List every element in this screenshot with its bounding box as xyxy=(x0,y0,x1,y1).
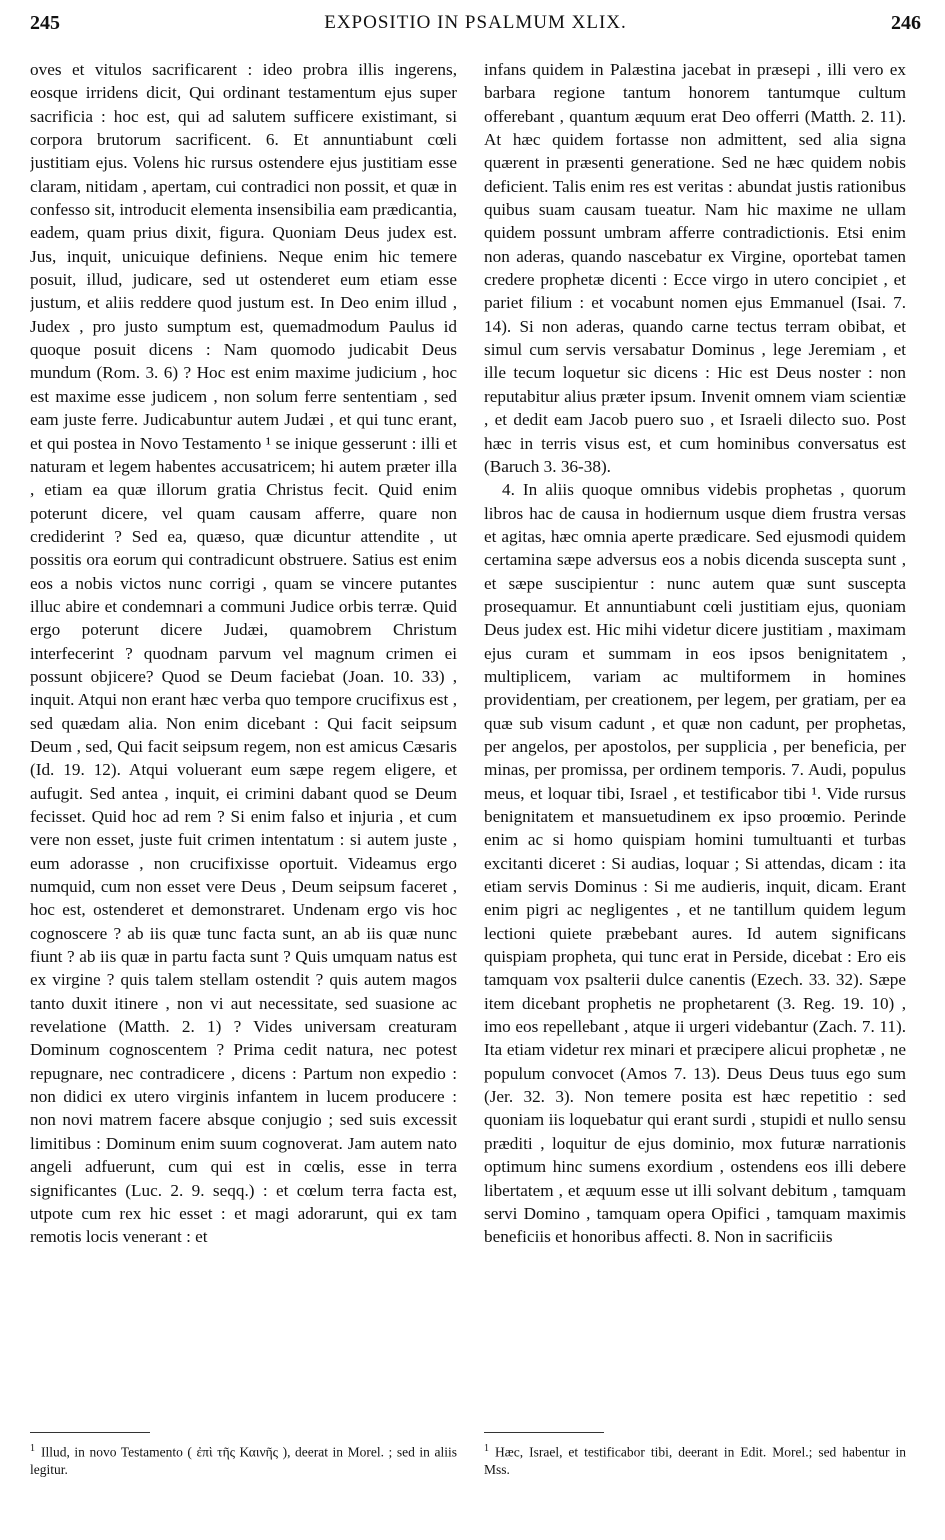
right-paragraph-2: 4. In aliis quoque omnibus videbis prophetas , quorum libros hac de causa in hodiernum usque diem frustra versas et agitas, hæc omnia aperte prædicare. Sed ejusmodi quidem certamina sæpe adversus eos a nobis dicenda suscepta sunt , et sæpe suscipientur : nunc autem quæ sunt suscepta prosequamur. Et annuntiabunt cœli justitiam ejus, quoniam Deus judex est. Hic mihi videtur dicere justitiam , maximam ejus curam et summam in eos ipsos benignitatem , multiplicem, variam ac multiformem in homines providentiam, per creationem, per legem, per gratiam, per ea quæ sub visum cadunt , et quæ non cadunt, per prophetas, per angelos, per apostolos, per supplicia , per beneficia, per minas, per promissa, per ordinem temporis. 7. Audi, populus meus, et loquar tibi, Israel , et testificabor tibi ¹. Vide rursus benignitatem et mansuetudinem ex ipso proœmio. Perinde enim ac si homo quispiam homini tumultuanti et turbas excitanti diceret : Si audias, loquar ; Si attendas, dicam : ita etiam servis Dominus : Si me audieris, inquit, dicam. Erant enim pigri ac negligentes , et ne tantillum quidem legum lectioni quiete præbebant aures. Id autem significans quispiam propheta, qui tunc erat in Perside, dicebat : Ero eis tamquam vox psalterii dulce canentis (Ezech. 33. 32). Sæpe item dicebant prophetis ne prophetarent (3. Reg. 19. 10) , imo eos repellebant , atque ii urgeri videbantur (Zach. 7. 11). Ita etiam videtur rex minari et præcipere alicui prophetæ , ne populum convocet (Amos 7. 13). Deus Deus tuus ego sum (Jer. 32. 3). Non temere posita est hæc repetitio : sed quoniam iis loquebatur qui erant surdi , stupidi et nullo sensu præditi , loquitur de ejus dominio, mox futuræ narrationis optimum hinc sumens exordium , ostendens eos illi debere libertatem , et æquum esse ut illi solvant debitum , tamquam servi Domino , tamquam opera Opifici , tamquam maximis beneficiis et honoribus affecti. 8. Non in sacrificiis xyxy=(484,480,906,1247)
left-column xyxy=(30,58,457,1436)
right-paragraph-1: infans quidem in Palæstina jacebat in præsepi , illi vero ex barbara regione tantum honorem tantumque cultum offerebant , quantum æquum erat Deo offerri (Matth. 2. 11). At hæc quidem fortasse non admittent, sed alia signa quærent in præsenti generatione. Sed ne hæc quidem nobis deficient. Talis enim res est veritas : abundat justis rationibus quibus suam causam tueatur. Nam hic maxime ne ullam quidem possunt umbram afferre contradictionis. Etsi enim non aderas, quando nascebatur ex Virgine, oportebat tamen credere prophetæ dicenti : Ecce virgo in utero concipiet , et pariet filium : et vocabunt nomen ejus Emmanuel (Isai. 7. 14). Si non aderas, quando carne tectus terram obibat, et simul cum servis versabatur Dominus , lege Jeremiam , et ille tecum loquetur sic dicens : Hic est Deus noster : non reputabitur alius præter ipsum. Invenit omnem viam scientiæ , et dedit eam Jacob puero suo , et Israeli dilecto suo. Post hæc in terris visus est, et cum hominibus conversatus est (Baruch 3. 36-38). xyxy=(484,60,906,476)
footnote-rule-right xyxy=(484,1432,604,1433)
footnote-right xyxy=(484,1440,906,1478)
footnote-text-right: Hæc, Israel, et testificabor tibi, deerant in Edit. Morel.; sed habentur in Mss. xyxy=(484,1444,906,1477)
footnote-mark-right: 1 xyxy=(484,1443,489,1454)
right-column xyxy=(484,58,906,1418)
footnote-text-left: Illud, in novo Testamento ( ἐπὶ τῆς Καινῆς ), deerat in Morel. ; sed in aliis legitur. xyxy=(30,1444,457,1477)
page-number-left: 245 xyxy=(30,12,60,34)
footnote-rule-left xyxy=(30,1432,150,1433)
page-number-right: 246 xyxy=(891,12,921,34)
footnote-left xyxy=(30,1440,457,1478)
left-paragraph-1: oves et vitulos sacrificarent : ideo probra illis ingerens, eosque irridens dicit, Qui ordinant testamentum ejus super sacrificia : hoc est, qui ad salutem sufficere existimant, si corpora brutorum sacrificent. 6. Et annuntiabunt cœli justitiam ejus. Volens hic rursus ostendere ejus justitiam esse claram, nitidam , apertam, cui contradici non possit, et quæ in confesso sit, introducit elementa insensibilia eam prædicantia, eadem, quam prius dixit, figura. Quoniam Deus judex est. Jus, inquit, unicuique definiens. Neque enim hic temere posuit, illud, judicare, sed ut ostenderet eum etiam esse justum, et aliis reddere quod justum est. In Deo enim illud , Judex , pro justo sumptum est, quemadmodum Paulus id quoque posuit dicens : Nam quomodo judicabit Deus mundum (Rom. 3. 6) ? Hoc est enim maxime judicium , hoc est maxime esse judicem , non solum ferre sententiam , sed eam juste ferre. Judicabuntur autem Judæi , et qui tunc erant, et qui postea in Novo Testamento ¹ se inique gesserunt : illi et naturam et legem habentes accusatricem; hi autem præter illa , etiam ea quæ illorum gratia Christus fecit. Quid enim poterunt dicere, vel quam causam afferre, quare non crediderint ? Sed ea, quæso, quæ dicuntur attendite , ut possitis ora eorum qui contradicunt obstruere. Satius est enim eos a nobis victos nunc corrigi , quam se vincere putantes illuc abire et condemnari a communi Judice orbis terræ. Quid ergo poterunt dicere Judæi, quamobrem Christum interfecerint ? quodnam parvum vel magnum crimen ei possunt objicere? Quod se Deum faciebat (Joan. 10. 33) , inquit. Atqui non erant hæc verba quo tempore crucifixus est , sed quædam alia. Non enim dicebant : Qui facit seipsum Deum , sed, Qui facit seipsum regem, non est amicus Cæsaris (Id. 19. 12). Atqui voluerant eum sæpe regem eligere, et aufugit. Sed antea , inquit, ei crimini dabant quod se Deum fecisset. Quid hoc ad rem ? Si enim falso et injuria , et cum vere non esset, juste fuit crimen intentatum : si autem juste , eum adorasse , non crucifixisse oportuit. Videamus ergo numquid, cum non esset vere Deus , Deum seipsum faceret , hoc est, ostenderet et demonstraret. Undenam ergo vis hoc cognoscere ? ab iis quæ tunc facta sunt, an ab iis quæ nunc fiunt ? ab iis quæ in partu facta sunt ? Quis umquam natus est ex virgine ? quis talem stellam ostendit ? quis autem magos tanto duxit itinere , non vi aut necessitate, sed suasione ac revelatione (Matth. 2. 1) ? Vides universam creaturam Dominum cognoscentem ? Prima cedit natura, nec potest repugnare, nec contradicere , dicens : Partum non expedio : non didici ex utero virginis infantem in lucem producere : non novi matrem facere absque conjugio ; sed suis excessit limitibus : Dominum enim suum cognoverat. Jam autem nato angeli adfuerunt, cum qui est in cœlis, esse in terra significantes (Luc. 2. 9. seqq.) : et cœlum terra facta est, utpote cum rex hic esset : et magi adorarunt, qui ex tam remotis locis venerant : et xyxy=(30,60,457,1247)
footnote-mark-left: 1 xyxy=(30,1443,35,1454)
running-title: EXPOSITIO IN PSALMUM XLIX. xyxy=(324,12,627,33)
running-header xyxy=(30,6,921,40)
